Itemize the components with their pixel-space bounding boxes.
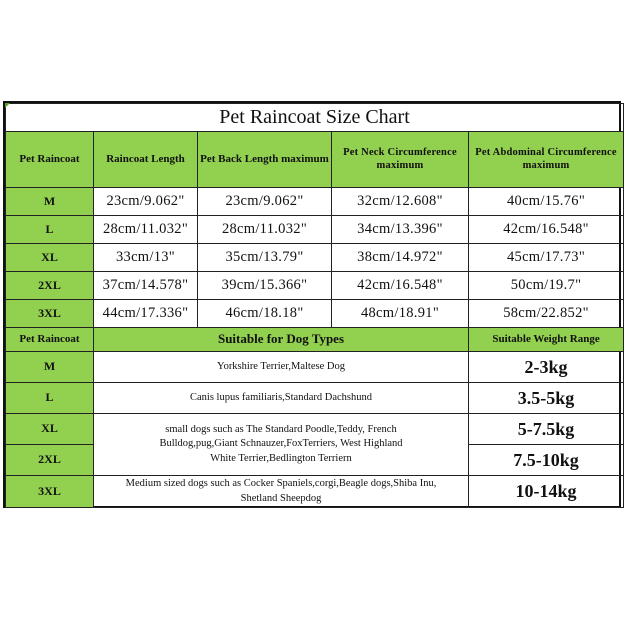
header2-dogs: Suitable for Dog Types bbox=[94, 328, 469, 352]
table-row bbox=[6, 244, 624, 272]
length-cell: 23cm/9.062" bbox=[94, 188, 198, 216]
size-cell: XL bbox=[6, 414, 94, 445]
weight-cell: 7.5-10kg bbox=[469, 445, 624, 476]
weight-cell: 2-3kg bbox=[469, 352, 624, 383]
dog-types-cell: small dogs such as The Standard Poodle,Teddy, French Bulldog,pug,Giant Schnauzer,FoxTerriers, West Highland White Terrier,Bedlington Terriern bbox=[94, 414, 469, 476]
table-row bbox=[6, 272, 624, 300]
abdomen-cell: 58cm/22.852" bbox=[469, 300, 624, 328]
table-row bbox=[6, 352, 624, 383]
header-length: Raincoat Length bbox=[94, 132, 198, 188]
size-cell: XL bbox=[6, 244, 94, 272]
abdomen-cell: 50cm/19.7" bbox=[469, 272, 624, 300]
abdomen-cell: 42cm/16.548" bbox=[469, 216, 624, 244]
abdomen-cell: 45cm/17.73" bbox=[469, 244, 624, 272]
dog-types-cell: Canis lupus familiaris,Standard Dachshund bbox=[94, 383, 469, 414]
dog-types-cell: Yorkshire Terrier,Maltese Dog bbox=[94, 352, 469, 383]
length-cell: 28cm/11.032" bbox=[94, 216, 198, 244]
back-cell: 28cm/11.032" bbox=[198, 216, 332, 244]
weight-cell: 5-7.5kg bbox=[469, 414, 624, 445]
size-cell: L bbox=[6, 216, 94, 244]
size-cell: M bbox=[6, 188, 94, 216]
back-cell: 39cm/15.366" bbox=[198, 272, 332, 300]
size-cell: 3XL bbox=[6, 476, 94, 508]
header-abdomen: Pet Abdominal Circumference maximum bbox=[469, 132, 624, 188]
neck-cell: 38cm/14.972" bbox=[332, 244, 469, 272]
back-cell: 46cm/18.18" bbox=[198, 300, 332, 328]
table-row bbox=[6, 216, 624, 244]
back-cell: 23cm/9.062" bbox=[198, 188, 332, 216]
neck-cell: 48cm/18.91" bbox=[332, 300, 469, 328]
weight-cell: 10-14kg bbox=[469, 476, 624, 508]
length-cell: 33cm/13" bbox=[94, 244, 198, 272]
neck-cell: 42cm/16.548" bbox=[332, 272, 469, 300]
neck-cell: 34cm/13.396" bbox=[332, 216, 469, 244]
chart-title: Pet Raincoat Size Chart bbox=[6, 104, 624, 132]
header2-size: Pet Raincoat bbox=[6, 328, 94, 352]
table-row bbox=[6, 300, 624, 328]
header-size: Pet Raincoat bbox=[6, 132, 94, 188]
table-row bbox=[6, 383, 624, 414]
size-cell: 3XL bbox=[6, 300, 94, 328]
back-cell: 35cm/13.79" bbox=[198, 244, 332, 272]
size-cell: 2XL bbox=[6, 272, 94, 300]
header2-weight: Suitable Weight Range bbox=[469, 328, 624, 352]
size-cell: M bbox=[6, 352, 94, 383]
corner-mark bbox=[5, 103, 10, 108]
length-cell: 44cm/17.336" bbox=[94, 300, 198, 328]
size-cell: 2XL bbox=[6, 445, 94, 476]
size-chart bbox=[3, 101, 621, 508]
header-neck: Pet Neck Circumference maximum bbox=[332, 132, 469, 188]
neck-cell: 32cm/12.608" bbox=[332, 188, 469, 216]
length-cell: 37cm/14.578" bbox=[94, 272, 198, 300]
header-back: Pet Back Length maximum bbox=[198, 132, 332, 188]
size-cell: L bbox=[6, 383, 94, 414]
table-row bbox=[6, 188, 624, 216]
table-row bbox=[6, 476, 624, 508]
weight-cell: 3.5-5kg bbox=[469, 383, 624, 414]
table-row bbox=[6, 414, 624, 445]
dog-types-cell: Medium sized dogs such as Cocker Spaniels,corgi,Beagle dogs,Shiba Inu, Shetland Sheepdog bbox=[94, 476, 469, 508]
size-chart-table bbox=[5, 103, 624, 508]
abdomen-cell: 40cm/15.76" bbox=[469, 188, 624, 216]
